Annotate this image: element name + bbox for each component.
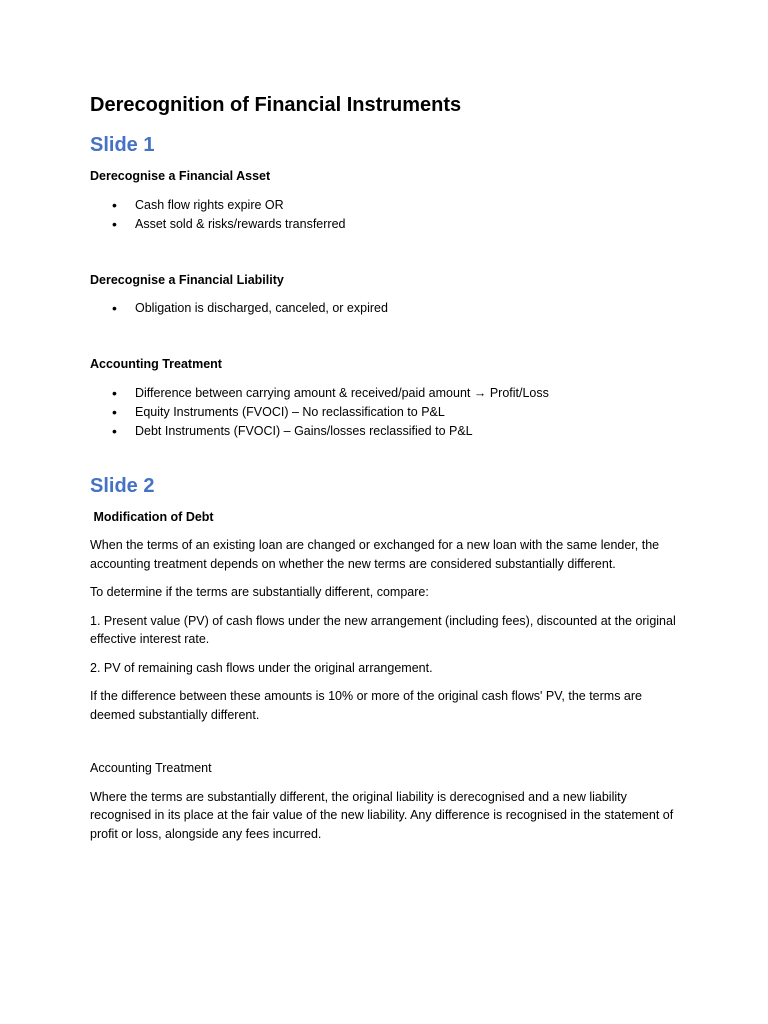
accounting-treatment-list	[90, 384, 678, 441]
paragraph: To determine if the terms are substantially different, compare:	[90, 585, 429, 599]
accounting-treatment-heading: Accounting Treatment	[90, 357, 222, 371]
asset-derecognition-heading: Derecognise a Financial Asset	[90, 169, 271, 183]
slide-2-heading: Slide 2	[90, 474, 155, 497]
slide-1-heading: Slide 1	[90, 134, 155, 156]
paragraph: 2. PV of remaining cash flows under the original arrangement.	[90, 660, 433, 675]
slide-2-accounting-treatment-heading: Accounting Treatment	[90, 761, 212, 775]
list-item: • Cash flow rights expire OR	[135, 196, 678, 215]
liability-derecognition-heading: Derecognise a Financial Liability	[90, 272, 284, 287]
document-title: Derecognition of Financial Instruments	[90, 94, 462, 116]
asset-derecognition-list	[90, 196, 678, 234]
list-item: • Difference between carrying amount & received/paid amount → Profit/Loss	[135, 384, 678, 403]
paragraph: If the difference between these amounts is 10% or more of the original cash flows' PV, the terms are deemed substantially different.	[90, 689, 642, 722]
paragraph: 1. Present value (PV) of cash flows under the new arrangement (including fees), discounted at the original effective interest rate.	[90, 613, 676, 646]
paragraph: Where the terms are substantially different, the original liability is derecognised and a new liability recognised in its place at the fair value of the new liability. Any difference is recognised in the statement of profit or loss, alongside any fees incurred.	[90, 789, 674, 841]
list-item: • Equity Instruments (FVOCI) – No reclassification to P&L	[135, 403, 678, 422]
modification-of-debt-heading: Modification of Debt	[90, 509, 214, 524]
list-item: • Asset sold & risks/rewards transferred	[135, 215, 678, 234]
liability-derecognition-list	[90, 299, 678, 318]
list-item: • Obligation is discharged, canceled, or expired	[135, 299, 678, 318]
paragraph: When the terms of an existing loan are changed or exchanged for a new loan with the same lender, the accounting treatment depends on whether the new terms are considered substantially different.	[90, 538, 660, 571]
list-item: • Debt Instruments (FVOCI) – Gains/losses reclassified to P&L	[135, 422, 678, 441]
